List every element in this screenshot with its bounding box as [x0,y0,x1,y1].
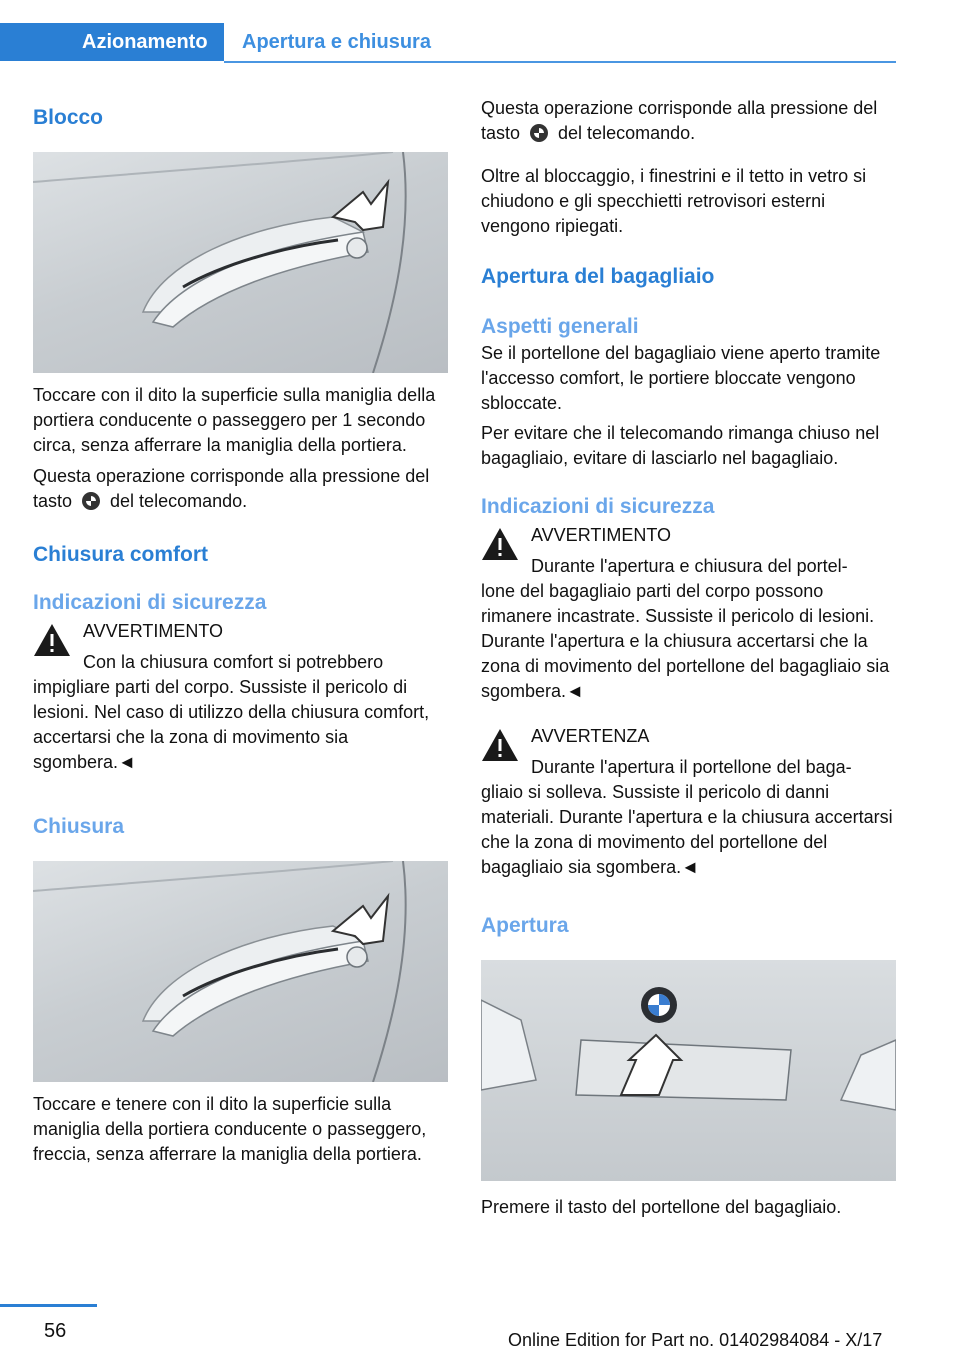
trunk-button-image [481,960,896,1181]
chiusura-text: Toccare e tenere con il dito la superficie sulla maniglia della portiera conducente o passeggero, freccia, senza afferrare la maniglia della portiera. [33,1094,427,1164]
lock-key-icon-right [530,124,548,142]
extra-text: Oltre al bloccaggio, i finestrini e il tetto in vetro si chiudono e gli specchietti retrovisori esterni vengono ripiegati. [481,166,867,236]
blocco-text: Toccare con il dito la superficie sulla maniglia della portiera conducente o passeggero per 1 secondo circa, senza afferrare la maniglia della portiera. [33,385,436,455]
warning-label: AVVERTIMENTO [531,525,672,545]
section-tab: Apertura e chiusura [242,31,431,53]
right-equivalence-a: Questa operazione corrisponde alla pressione del tasto [481,98,878,143]
general-text-2: Per evitare che il telecomando rimanga chiuso nel bagagliaio, evitare di lasciarlo nel bagagliaio. [481,423,880,468]
heading-safety-left: Indicazioni di sicurezza [33,591,267,614]
warning-trunk-body [481,523,897,704]
edition-text: Online Edition for Part no. 01402984084 - X/17 [508,1330,883,1350]
warning-triangle-icon [33,623,71,657]
heading-general: Aspetti generali [481,315,639,338]
warning-label: AVVERTIMENTO [83,621,224,641]
blocco-equivalence-a: Questa operazione corrisponde alla pressione del tasto [33,466,430,511]
page-number: 56 [44,1320,67,1342]
warning-body: impigliare parti del corpo. Sussiste il pericolo di lesioni. Nel caso di utilizzo della chiusura comfort, accertarsi che la zona di movimento sia sgombera.◄ [33,677,430,772]
left-column [33,96,453,1167]
apertura-text: Premere il tasto del portellone del bagagliaio. [481,1197,842,1217]
right-equivalence-b: del telecomando. [558,123,696,143]
right-equivalence [481,96,897,146]
warning-comfort [33,619,453,775]
heading-chiusura-comfort: Chiusura comfort [33,543,209,566]
door-handle-close-image [33,861,448,1082]
warning-body: gliaio si solleva. Sussiste il pericolo di danni materiali. Durante l'apertura e la chiusura accertarsi che la zona di movimento del portellone del bagagliaio sia sgombera.◄ [481,782,893,877]
chapter-tab: Azionamento [0,23,224,61]
warning-triangle-icon [481,527,519,561]
lock-key-icon [82,492,100,510]
page-header [0,0,960,66]
warning-first-line: Durante l'apertura e chiusura del portel- [531,556,848,576]
heading-blocco: Blocco [33,106,104,129]
warning-label: AVVERTENZA [531,726,650,746]
heading-apertura: Apertura [481,914,569,937]
blocco-equivalence [33,464,453,514]
blocco-equivalence-b: del telecomando. [110,491,248,511]
warning-triangle-icon [481,728,519,762]
header-rule [224,61,896,63]
heading-trunk: Apertura del bagagliaio [481,265,715,288]
warning-trunk-damage [481,724,897,880]
footer-rule [0,1304,97,1307]
right-column [481,96,897,1220]
general-text-1: Se il portellone del bagagliaio viene aperto tramite l'accesso comfort, le portiere bloccate vengono sbloccate. [481,343,881,413]
heading-chiusura: Chiusura [33,815,125,838]
heading-safety-right: Indicazioni di sicurezza [481,495,715,518]
door-handle-lock-image [33,152,448,373]
warning-first-line: Con la chiusura comfort si potrebbero [83,652,384,672]
warning-first-line: Durante l'apertura il portellone del baga- [531,757,852,777]
warning-body: lone del bagagliaio parti del corpo possono rimanere incastrate. Sussiste il pericolo di lesioni. Durante l'apertura e la chiusura accertarsi che la zona di movimento del portellone del bagagliaio sia sgombera.◄ [481,581,890,701]
